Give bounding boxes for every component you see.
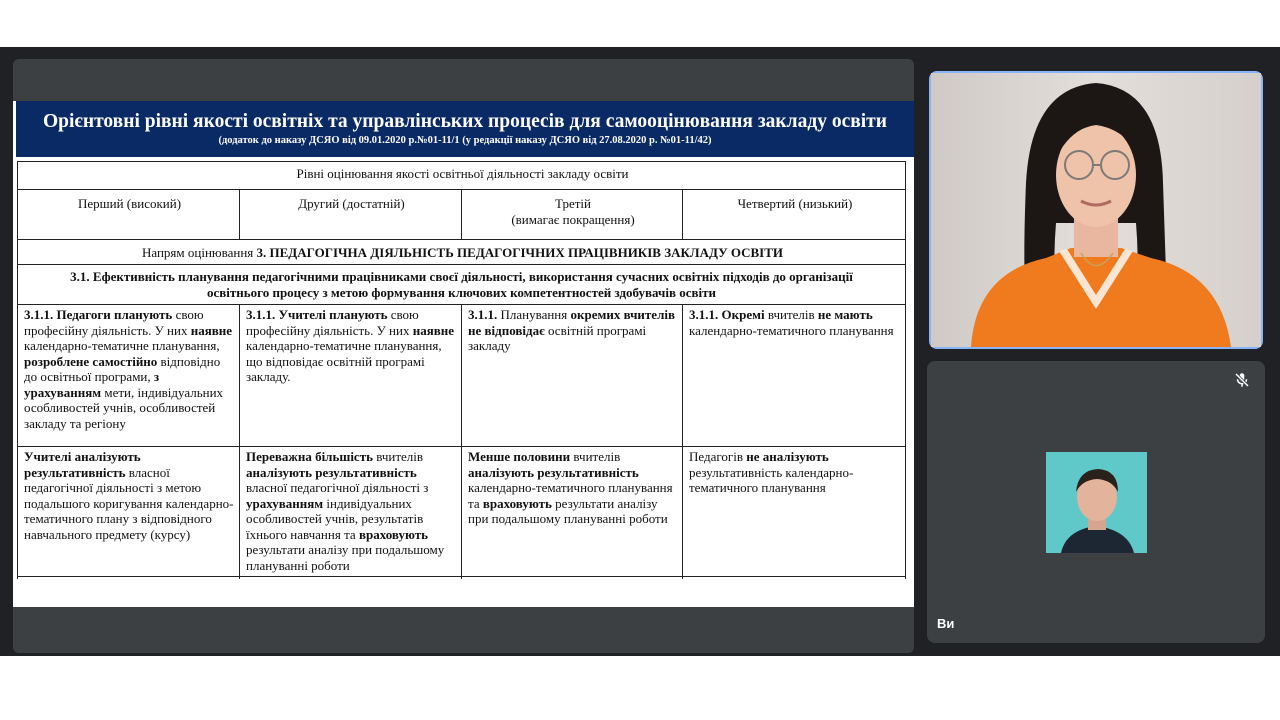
cell-text-run: вчителів: [372, 449, 424, 464]
cell-text-run: календарно-тематичне планування,: [24, 338, 220, 353]
cell-text-run: Учителі аналізують результативність: [24, 449, 141, 480]
cell-text-run: результати аналізу при подальшому плануванні роботи: [246, 542, 445, 573]
speaker-video-tile[interactable]: [929, 71, 1263, 349]
cell-text-run: вчителів: [764, 307, 818, 322]
row2-level1: [18, 447, 240, 577]
cell-text-run: розроблене самостійно: [24, 353, 158, 369]
slide-title: Орієнтовні рівні якості освітніх та управлінських процесів для самооцінювання закладу освіти: [43, 111, 887, 132]
cell-text-run: Планування: [497, 307, 571, 322]
level-second: Другий (достатній): [240, 190, 462, 240]
mic-off-icon: [1233, 371, 1251, 389]
level-first: Перший (високий): [18, 190, 240, 240]
cell-text-run: свою професійну діяльність. У них: [246, 307, 419, 338]
cell-text-run: наявне: [412, 322, 455, 338]
level-third-note: (вимагає покращення): [511, 211, 635, 227]
self-tile[interactable]: [927, 361, 1265, 643]
direction-title: 3. ПЕДАГОГІЧНА ДІЯЛЬНІСТЬ ПЕДАГОГІЧНИХ ПРАЦІВНИКІВ ЗАКЛАДУ ОСВІТИ: [256, 245, 784, 260]
cell-text-run: власної педагогічної діяльності з: [246, 480, 429, 495]
cell-text-run: враховують: [482, 495, 552, 511]
table-header-main: Рівні оцінювання якості освітньої діяльності закладу освіти: [18, 162, 906, 190]
cell-text-run: наявне: [190, 322, 233, 338]
cell-text-run: власної педагогічної діяльності з метою подальшого коригування календарно-тематичного плану з відповідного навчального предмету (курсу): [24, 464, 234, 542]
quality-levels-table: [17, 161, 906, 599]
direction-prefix: Напрям оцінювання: [141, 245, 257, 260]
row2-level2: [240, 447, 462, 577]
cell-text-run: Менше половини: [468, 449, 571, 464]
cell-text-run: вчителів: [570, 449, 621, 464]
row1-level3: [462, 305, 683, 447]
row1-level1: [18, 305, 240, 447]
speaker-video-feed: [931, 73, 1261, 347]
cell-text-run: свою професійну діяльність. У них: [24, 307, 204, 338]
shared-slide: [13, 101, 914, 607]
slide-subtitle: (додаток до наказу ДСЯО від 09.01.2020 р.№01-11/1 (у редакції наказу ДСЯО від 27.08.2020 р. №01-11/42): [218, 135, 712, 146]
cell-text-run: аналізують результативність: [246, 464, 417, 480]
cell-text-run: результативність календарно-тематичного планування: [689, 464, 854, 495]
presentation-tile[interactable]: [13, 59, 914, 653]
level-third-name: Третій: [555, 196, 591, 211]
cell-text-run: окремих вчителів не відповідає: [468, 307, 675, 338]
cell-text-run: 3.1.1.: [468, 307, 498, 322]
cell-text-run: Педагогів: [689, 449, 747, 464]
row1-level2: [240, 305, 462, 447]
cell-text-run: урахуванням: [246, 495, 324, 511]
cell-text-run: календарно-тематичного планування та: [468, 480, 673, 511]
level-third: [462, 190, 683, 240]
cell-text-run: мети, індивідуальних особливостей учнів, особливостей закладу та регіону: [24, 384, 224, 431]
cell-text-run: Переважна більшість: [246, 449, 373, 464]
slide-title-band: [16, 101, 914, 157]
cell-text-run: результати аналізу при подальшому плануванні роботи: [468, 495, 668, 526]
criterion-row: 3.1. Ефективність планування педагогічними працівниками своєї діяльності, використання сучасних освітніх підходів до організації освітнього процесу з метою формування ключових компетентностей здобувачів освіти: [18, 265, 906, 305]
cell-text-run: 3.1.1. Педагоги планують: [24, 307, 173, 322]
slide-bottom-strip: [13, 579, 914, 607]
direction-row: [18, 240, 906, 265]
cell-text-run: аналізують результативність: [468, 464, 639, 480]
cell-text-run: з урахуванням: [24, 369, 160, 400]
row1-level4: [683, 305, 906, 447]
cell-text-run: календарно-тематичне планування, що відповідає освітній програмі закладу.: [246, 338, 442, 384]
meeting-stage: [0, 47, 1280, 656]
row2-level4: [683, 447, 906, 577]
level-fourth: Четвертий (низький): [683, 190, 906, 240]
cell-text-run: індивідуальних особливостей учнів, результатів їхнього навчання та: [246, 495, 424, 542]
cell-text-run: 3.1.1. Окремі: [689, 307, 765, 322]
person-avatar: [1046, 452, 1147, 553]
cell-text-run: враховують: [358, 526, 428, 542]
cell-text-run: календарно-тематичного планування: [689, 322, 894, 338]
row2-level3: [462, 447, 683, 577]
cell-text-run: не аналізують: [746, 449, 829, 464]
self-label: Ви: [937, 616, 955, 631]
cell-text-run: відповідно до освітньої програми,: [24, 353, 221, 384]
cell-text-run: 3.1.1. Учителі планують: [246, 307, 388, 322]
cell-text-run: не мають: [817, 307, 873, 322]
cell-text-run: освітній програмі закладу: [468, 322, 647, 353]
